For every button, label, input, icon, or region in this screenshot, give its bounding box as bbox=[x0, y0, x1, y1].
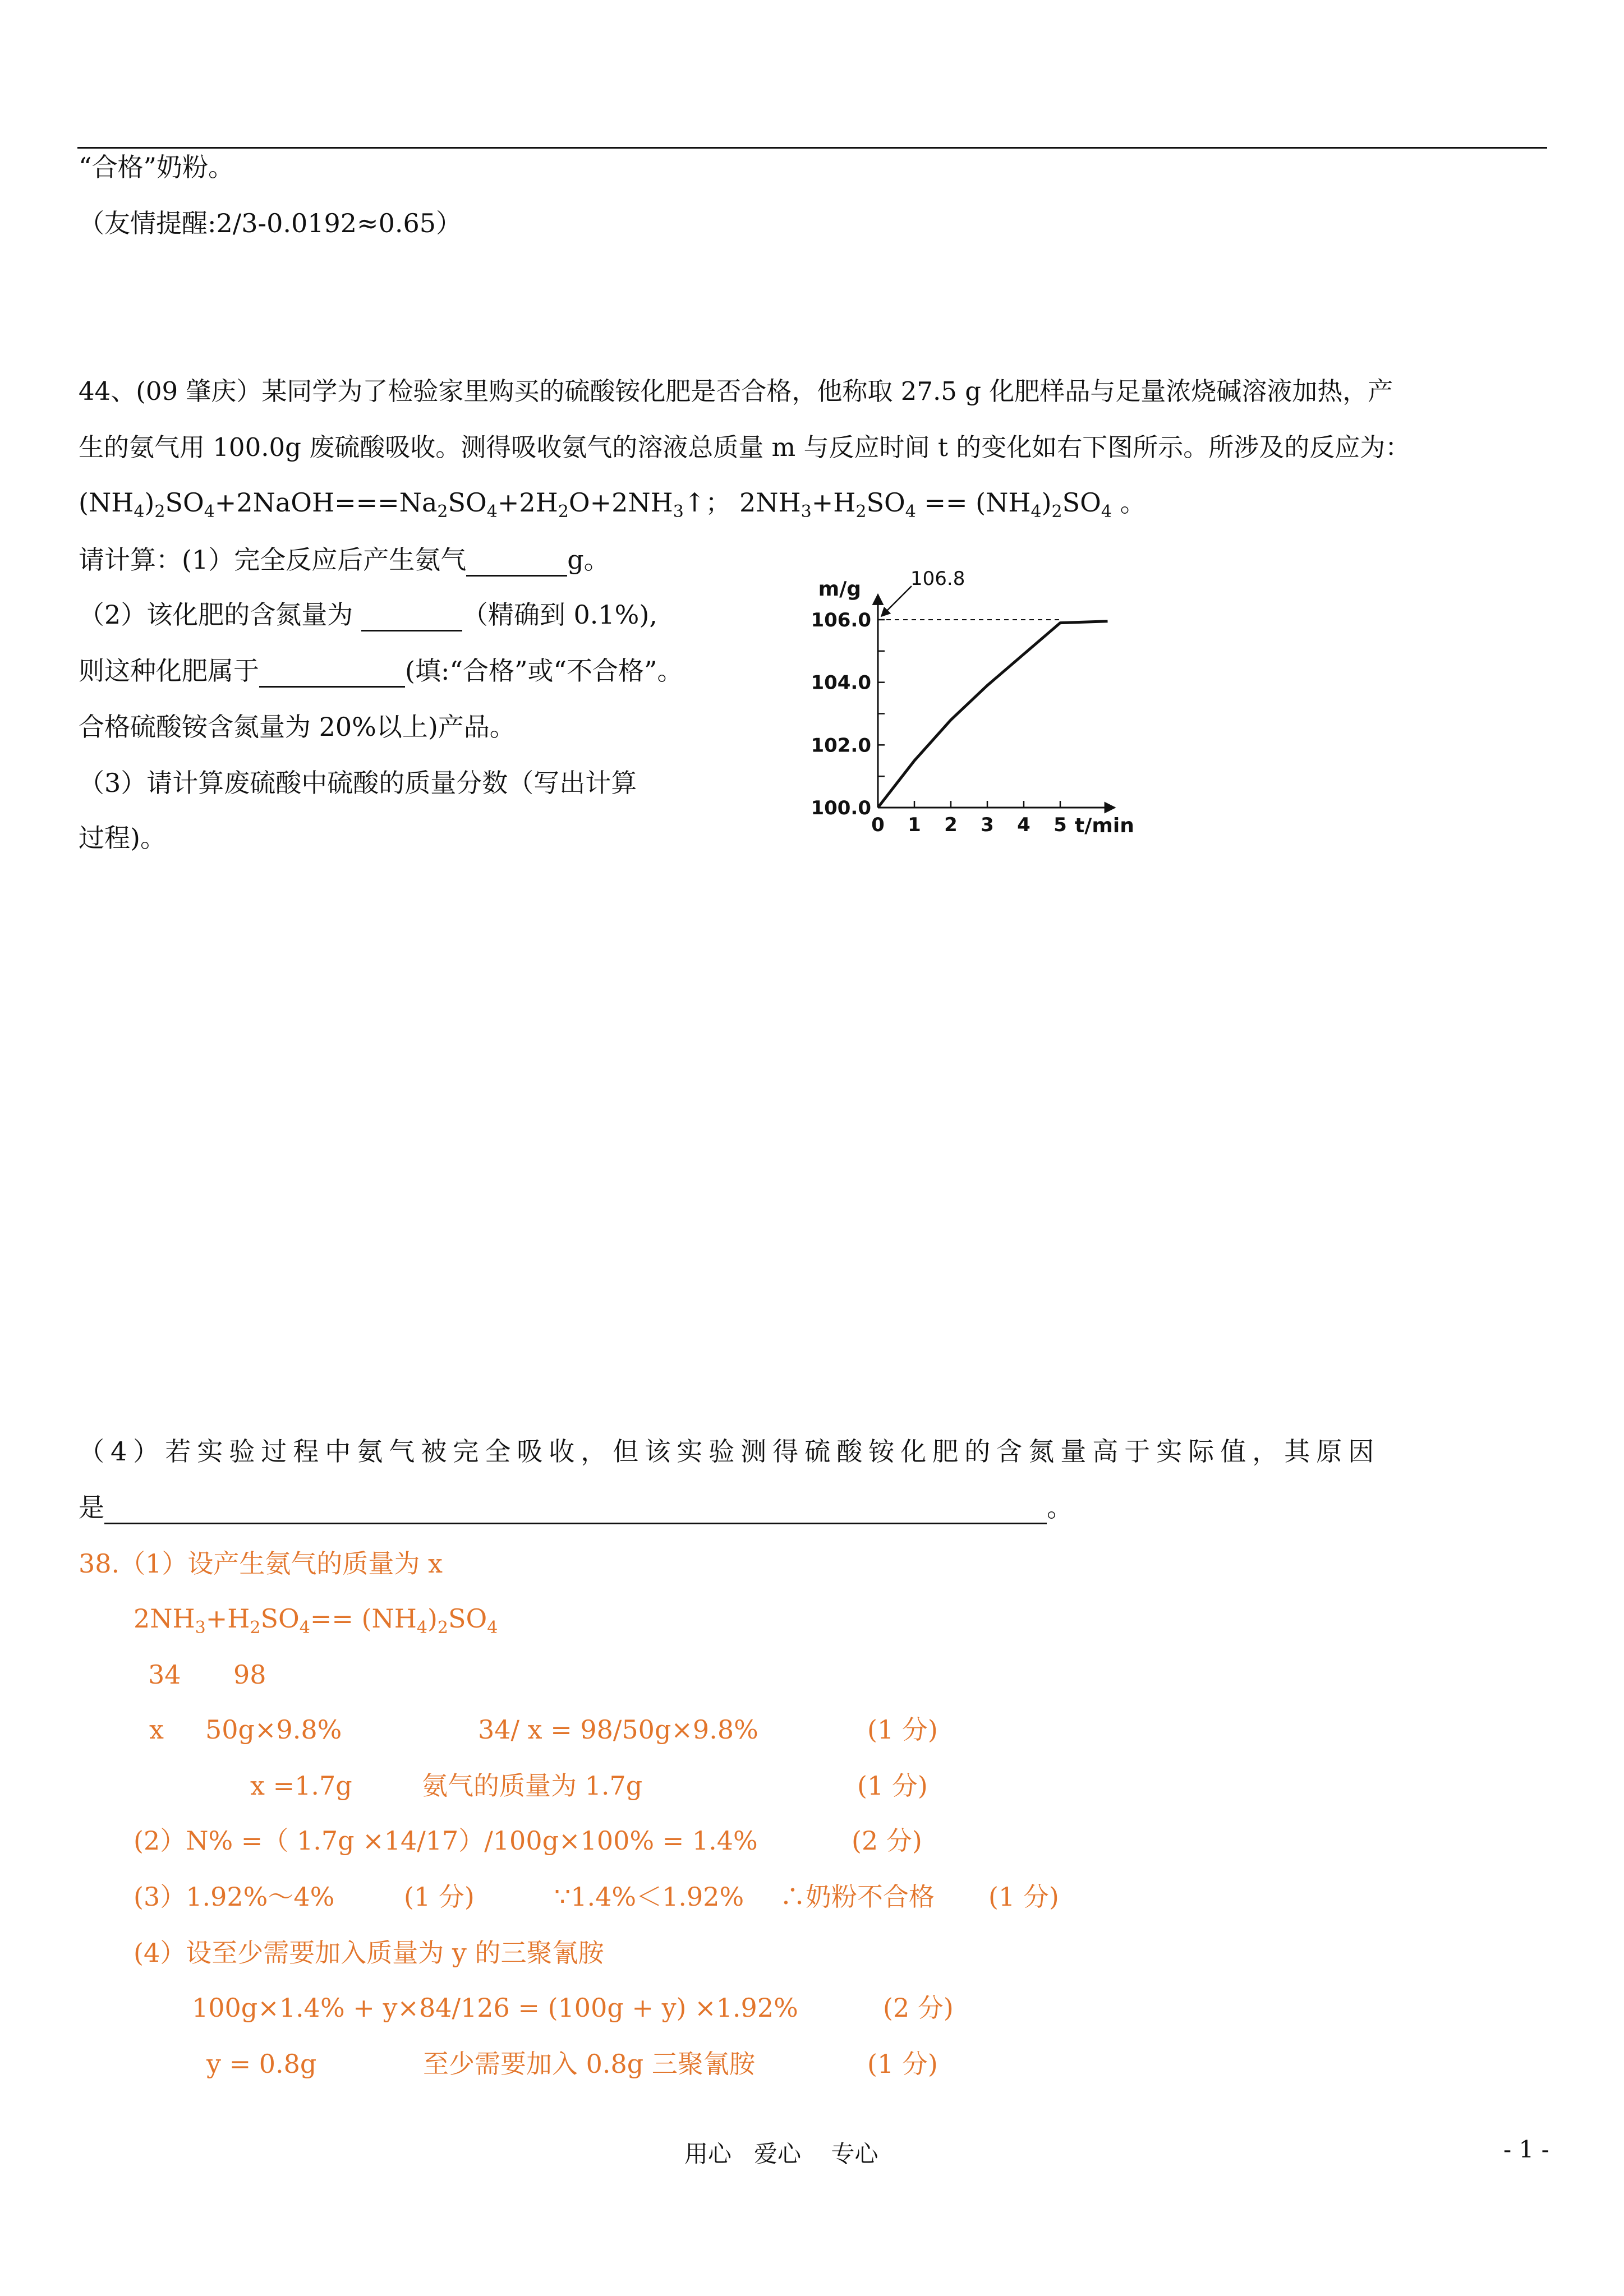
q44-sub2-line2 bbox=[79, 654, 683, 688]
answer-line-10c: (1 分) bbox=[867, 2049, 938, 2079]
answer-line-3a: 34 bbox=[148, 1659, 181, 1690]
y-tick-label: 100.0 bbox=[811, 797, 871, 819]
prev-line-1: “合格”奶粉。 bbox=[79, 152, 234, 182]
answer-line-2 bbox=[134, 1602, 498, 1638]
ans-eq-sub: 2 bbox=[250, 1618, 261, 1638]
q44-intro-line-2: 生的氨气用 100.0g 废硫酸吸收。测得吸收氨气的溶液总质量 m 与反应时间 t 的变化如右下图所示。所涉及的反应为： bbox=[79, 432, 1411, 462]
eq-sub: 4 bbox=[204, 502, 215, 522]
answer-line-4c: 34/ x = 98/50g×9.8% bbox=[478, 1714, 758, 1745]
eq-part: == (NH bbox=[915, 487, 1031, 518]
answer-line-4d: (1 分) bbox=[867, 1714, 938, 1745]
eq-part: ) bbox=[1041, 487, 1052, 518]
q44-sub3-line1: （3）请计算废硫酸中硫酸的质量分数（写出计算 bbox=[79, 768, 637, 798]
eq-part: ) bbox=[144, 487, 155, 518]
answer-line-10b: 至少需要加入 0.8g 三聚氰胺 bbox=[423, 2049, 755, 2079]
eq-sub: 4 bbox=[486, 502, 498, 522]
eq-sub: 2 bbox=[1051, 502, 1062, 522]
answer-line-10a: y = 0.8g bbox=[206, 2049, 317, 2079]
answer-line-9b: (2 分) bbox=[883, 1993, 954, 2023]
eq-part: +H bbox=[811, 487, 856, 518]
eq-part: O+2NH bbox=[568, 487, 673, 518]
y-axis-label: m/g bbox=[818, 578, 861, 601]
q44-sub2-line3: 合格硫酸铵含氮量为 20%以上)产品。 bbox=[79, 712, 516, 742]
eq-sub: 3 bbox=[673, 502, 684, 522]
sub2-note: （精确到 0.1%), bbox=[462, 600, 657, 630]
answer-line-4b: 50g×9.8% bbox=[205, 1714, 342, 1745]
eq-part: +2NaOH===Na bbox=[214, 487, 438, 518]
sub2-text: （2）该化肥的含氮量为 bbox=[79, 600, 361, 630]
eq-part: SO bbox=[448, 487, 487, 518]
footer-center: 用心 爱心 专心 bbox=[684, 2140, 878, 2168]
sub4-end: 。 bbox=[1047, 1492, 1073, 1523]
sub1-unit: g。 bbox=[567, 545, 610, 575]
answer-line-5a: x =1.7g bbox=[250, 1771, 352, 1801]
y-tick-label: 102.0 bbox=[811, 734, 871, 757]
sub2-note-2: (填:“合格”或“不合格”。 bbox=[405, 656, 683, 686]
answer-line-7c: ∵1.4%＜1.92% bbox=[554, 1882, 744, 1912]
answer-line-6b: (2 分) bbox=[852, 1825, 922, 1856]
answer-line-6a: (2）N% =（ 1.7g ×14/17）/100g×100% = 1.4% bbox=[134, 1825, 758, 1856]
y-tick-label: 104.0 bbox=[811, 671, 871, 694]
footer-page-number: - 1 - bbox=[1503, 2136, 1549, 2163]
ans-eq-part: == (NH bbox=[310, 1603, 417, 1634]
answer-line-7d: ∴奶粉不合格 bbox=[780, 1882, 935, 1912]
answer-line-4a: x bbox=[149, 1714, 164, 1745]
answer-line-7a: (3）1.92%～4% bbox=[134, 1882, 335, 1912]
eq-part: SO bbox=[1062, 487, 1101, 518]
answer-line-5c: (1 分) bbox=[857, 1771, 928, 1801]
series-line bbox=[878, 621, 1108, 808]
q44-intro-line-1: 44、(09 肇庆）某同学为了检验家里购买的硫酸铵化肥是否合格，他称取 27.5 g 化肥样品与足量浓烧碱溶液加热，产 bbox=[79, 376, 1393, 406]
eq-sub: 4 bbox=[1101, 502, 1112, 522]
y-tick-label: 106.0 bbox=[811, 609, 871, 631]
answer-line-7b: (1 分) bbox=[404, 1882, 475, 1912]
answer-blank-1[interactable] bbox=[466, 550, 567, 577]
ans-eq-part: +H bbox=[205, 1603, 250, 1634]
ans-eq-sub: 4 bbox=[416, 1618, 427, 1638]
answer-line-8: (4）设至少需要加入质量为 y 的三聚氰胺 bbox=[134, 1938, 604, 1968]
eq-sub: 2 bbox=[855, 502, 867, 522]
x-tick-label: 1 bbox=[908, 814, 921, 836]
eq-part: SO bbox=[165, 487, 204, 518]
eq-sub: 2 bbox=[558, 502, 569, 522]
mass-time-chart bbox=[802, 561, 1150, 852]
q44-sub4-line2 bbox=[79, 1491, 1073, 1524]
eq-sub: 2 bbox=[437, 502, 448, 522]
x-tick-label: 4 bbox=[1017, 814, 1030, 836]
q44-sub2 bbox=[79, 598, 657, 631]
annotation-arrow bbox=[881, 586, 912, 616]
eq-sub: 4 bbox=[1030, 502, 1042, 522]
eq-part: (NH bbox=[79, 487, 134, 518]
x-tick-label: 0 bbox=[871, 814, 885, 836]
sub1-text: 请计算：(1）完全反应后产生氨气 bbox=[79, 545, 467, 575]
sub4-text: 是 bbox=[79, 1492, 104, 1523]
ans-eq-sub: 3 bbox=[195, 1618, 206, 1638]
q44-sub4-line1: （4）若实验过程中氨气被完全吸收，但该实验测得硫酸铵化肥的含氮量高于实际值，其原因 bbox=[79, 1436, 1381, 1467]
eq-sub: 2 bbox=[154, 502, 165, 522]
x-tick-label: 3 bbox=[981, 814, 994, 836]
eq-part: 。 bbox=[1111, 487, 1146, 518]
header-rule bbox=[77, 147, 1547, 149]
answer-line-1: 38.（1）设产生氨气的质量为 x bbox=[79, 1548, 443, 1579]
ans-eq-sub: 4 bbox=[487, 1618, 498, 1638]
x-tick-label: 5 bbox=[1053, 814, 1067, 836]
answer-line-5b: 氨气的质量为 1.7g bbox=[422, 1771, 643, 1801]
answer-blank-3[interactable] bbox=[259, 661, 405, 688]
answer-line-3b: 98 bbox=[233, 1659, 266, 1690]
ans-eq-sub: 4 bbox=[299, 1618, 310, 1638]
x-axis-label: t/min bbox=[1075, 814, 1134, 837]
sub2-text-2: 则这种化肥属于 bbox=[79, 656, 259, 686]
annotation-label: 106.8 bbox=[910, 568, 965, 590]
prev-line-2: （友情提醒:2/3-0.0192≈0.65） bbox=[79, 208, 462, 238]
eq-sub: 4 bbox=[905, 502, 916, 522]
eq-part: SO bbox=[866, 487, 905, 518]
eq-part: +2H bbox=[497, 487, 558, 518]
ans-eq-part: SO bbox=[260, 1603, 300, 1634]
x-tick-label: 2 bbox=[944, 814, 958, 836]
answer-blank-2[interactable] bbox=[361, 605, 462, 631]
ans-eq-part: ) bbox=[427, 1603, 438, 1634]
q44-sub1 bbox=[79, 543, 610, 577]
eq-part: ↑； 2NH bbox=[683, 487, 801, 518]
q44-equations bbox=[79, 486, 1146, 522]
ans-eq-part: 2NH bbox=[134, 1603, 195, 1634]
eq-sub: 4 bbox=[134, 502, 145, 522]
ans-eq-part: SO bbox=[448, 1603, 487, 1634]
answer-blank-4[interactable] bbox=[104, 1498, 1047, 1524]
eq-sub: 3 bbox=[801, 502, 812, 522]
answer-line-7e: (1 分) bbox=[988, 1882, 1059, 1912]
ans-eq-sub: 2 bbox=[437, 1618, 448, 1638]
answer-line-9a: 100g×1.4% + y×84/126 = (100g + y) ×1.92% bbox=[192, 1993, 798, 2023]
q44-sub3-line2: 过程)。 bbox=[79, 823, 166, 853]
